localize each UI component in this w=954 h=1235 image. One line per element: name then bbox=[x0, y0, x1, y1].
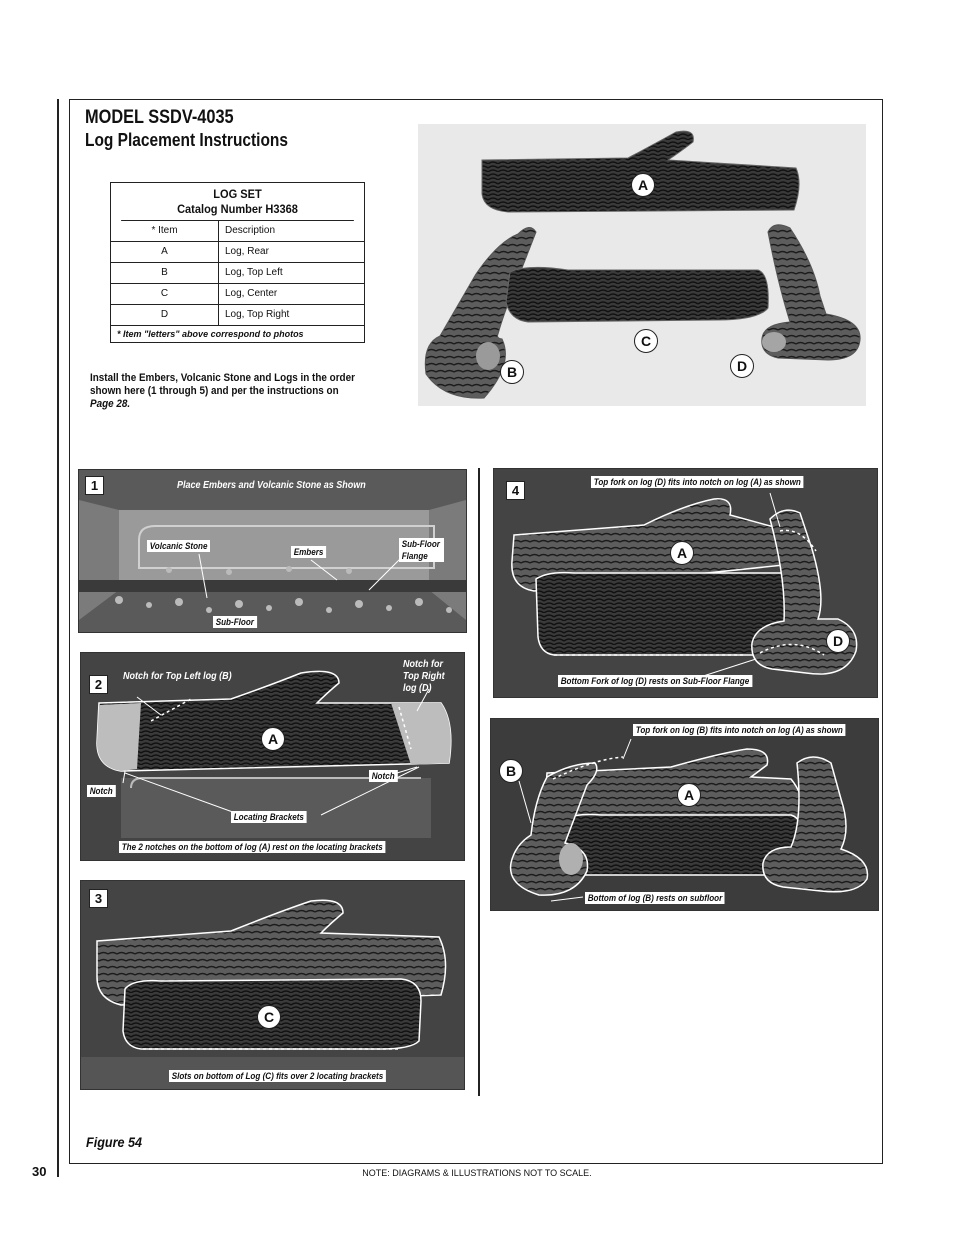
table-footnote: * Item "letters" above correspond to photos bbox=[117, 329, 304, 339]
label-sub-floor: Sub-Floor bbox=[213, 616, 257, 628]
step3-letter-c: C bbox=[257, 1005, 281, 1029]
page-reference: Page 28. bbox=[90, 398, 131, 410]
figure-label: Figure 54 bbox=[86, 1134, 143, 1150]
step3-photo bbox=[80, 880, 465, 1090]
table-cell-item: D bbox=[111, 305, 219, 325]
table-heading bbox=[121, 183, 354, 221]
install-instructions-text: Install the Embers, Volcanic Stone and Logs in the order shown here (1 through 5) and per the instructions on bbox=[90, 372, 355, 397]
table-cell-item: A bbox=[111, 242, 219, 262]
step3-illustration bbox=[81, 881, 464, 1089]
overview-letter-c: C bbox=[634, 329, 658, 353]
table-heading-catalog: Catalog Number H3368 bbox=[177, 202, 298, 216]
step5-top-caption: Top fork on log (B) fits into notch on log (A) as shown bbox=[633, 724, 846, 736]
step2-letter-a: A bbox=[261, 727, 285, 751]
table-row bbox=[111, 263, 364, 284]
step3-number: 3 bbox=[89, 889, 108, 908]
overview-letter-d: D bbox=[730, 354, 754, 378]
step5-letter-a: A bbox=[677, 783, 701, 807]
overview-letter-a: A bbox=[631, 173, 655, 197]
page-title: MODEL SSDV-4035 bbox=[85, 107, 234, 128]
column-header-item: * Item bbox=[111, 221, 219, 241]
step4-letter-a: A bbox=[670, 541, 694, 565]
step4-photo bbox=[493, 468, 878, 698]
table-cell-description: Log, Top Left bbox=[225, 267, 283, 278]
step4-top-caption: Top fork on log (D) fits into notch on log (A) as shown bbox=[591, 476, 804, 488]
label-notch-top-right: Notch for Top Right log (D) bbox=[403, 659, 445, 694]
step1-number: 1 bbox=[85, 476, 104, 495]
table-cell-item: B bbox=[111, 263, 219, 283]
page-subtitle: Log Placement Instructions bbox=[85, 130, 289, 150]
overview-letter-b: B bbox=[500, 360, 524, 384]
footer-note: NOTE: DIAGRAMS & ILLUSTRATIONS NOT TO SCALE. bbox=[362, 1168, 592, 1178]
label-volcanic-stone: Volcanic Stone bbox=[147, 540, 210, 552]
step3-caption: Slots on bottom of Log (C) fits over 2 locating brackets bbox=[169, 1070, 386, 1082]
label-notch-top-left: Notch for Top Left log (B) bbox=[123, 671, 232, 682]
install-instructions bbox=[90, 372, 360, 411]
step4-number: 4 bbox=[506, 481, 525, 500]
label-embers: Embers bbox=[291, 546, 326, 558]
step5-bottom-caption: Bottom of log (B) rests on subfloor bbox=[585, 892, 725, 904]
table-row bbox=[111, 305, 364, 326]
step2-number: 2 bbox=[89, 675, 108, 694]
step5-illustration bbox=[491, 719, 878, 910]
column-divider bbox=[478, 468, 480, 1096]
log-set-table bbox=[110, 182, 365, 343]
log-overview-photo bbox=[418, 124, 866, 406]
page-number: 30 bbox=[32, 1164, 47, 1179]
table-header-row bbox=[111, 221, 364, 242]
label-notch-right: Notch bbox=[369, 770, 397, 782]
label-locating-brackets: Locating Brackets bbox=[231, 811, 307, 823]
table-cell-description: Log, Top Right bbox=[225, 309, 290, 320]
step1-caption: Place Embers and Volcanic Stone as Shown bbox=[177, 480, 366, 491]
page-margin-rule bbox=[57, 99, 59, 1177]
label-sub-floor-flange: Sub-Floor Flange bbox=[399, 538, 444, 562]
step4-illustration bbox=[494, 469, 877, 697]
table-cell-item: C bbox=[111, 284, 219, 304]
step2-caption: The 2 notches on the bottom of log (A) rest on the locating brackets bbox=[119, 841, 385, 853]
column-header-description: Description bbox=[225, 225, 276, 236]
step5-letter-b: B bbox=[499, 759, 523, 783]
step4-letter-d: D bbox=[826, 629, 850, 653]
step2-photo bbox=[80, 652, 465, 861]
table-cell-description: Log, Rear bbox=[225, 246, 269, 257]
table-row bbox=[111, 284, 364, 305]
step5-photo bbox=[490, 718, 879, 911]
table-heading-title: LOG SET bbox=[213, 187, 262, 201]
table-cell-description: Log, Center bbox=[225, 288, 278, 299]
step1-photo bbox=[78, 469, 467, 633]
log-overview-illustration bbox=[418, 124, 866, 406]
step4-bottom-caption: Bottom Fork of log (D) rests on Sub-Floor Flange bbox=[558, 675, 752, 687]
table-row bbox=[111, 242, 364, 263]
label-notch-left: Notch bbox=[87, 785, 115, 797]
